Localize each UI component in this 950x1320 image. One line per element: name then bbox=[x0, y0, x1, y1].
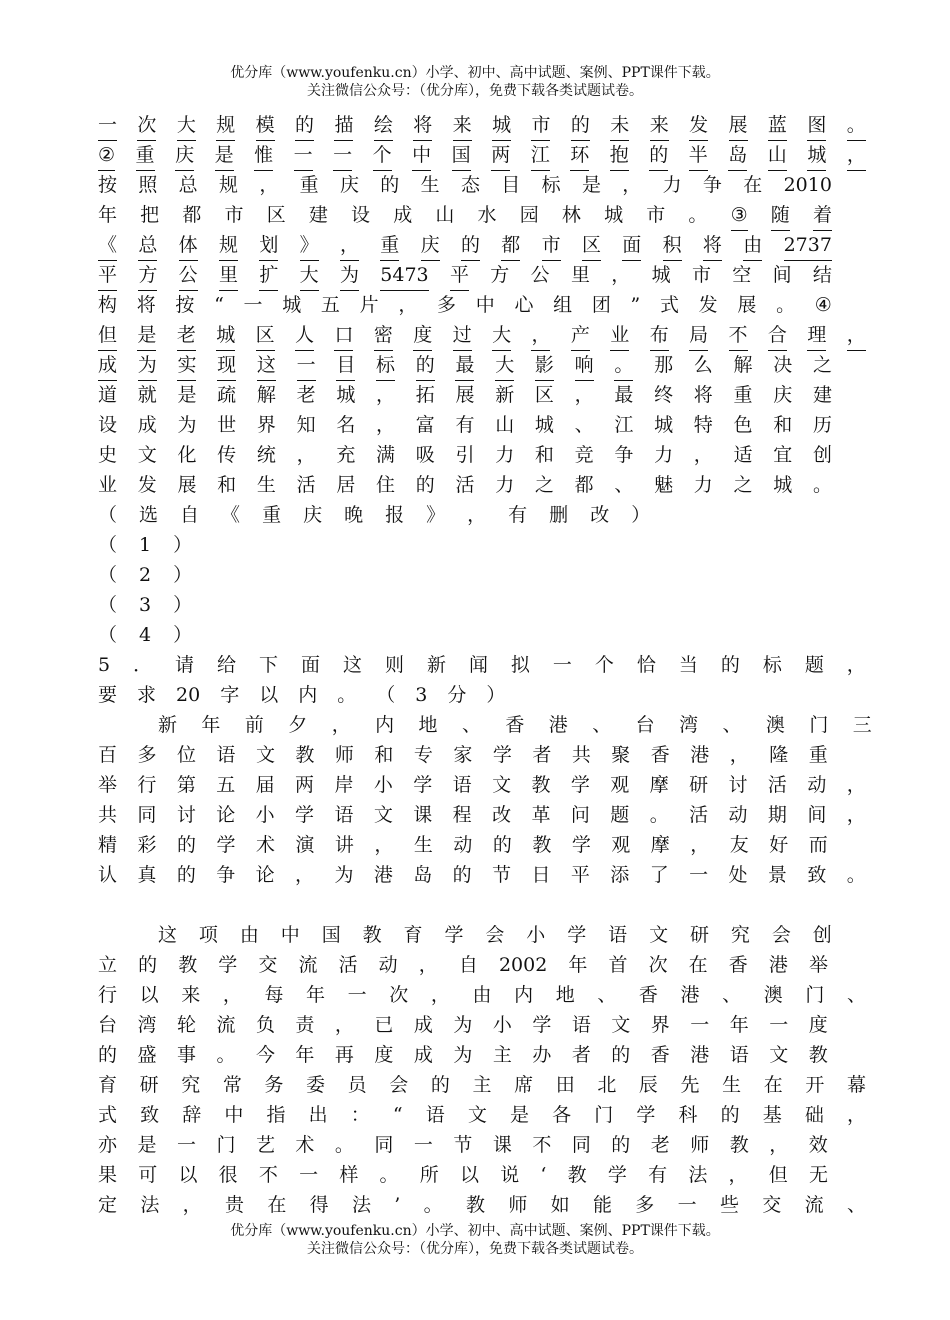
footer-line-2: 关注微信公众号：（优分库），免费下载各类试题试卷。 bbox=[307, 1241, 643, 1257]
news-line: 的 盛 事 。 今 年 再 度 成 为 主 办 者 的 香 港 语 文 教 bbox=[98, 1044, 828, 1066]
news-line: 式 致 辞 中 指 出 ： “ 语 文 是 各 门 学 科 的 基 础 ， bbox=[98, 1104, 866, 1126]
question-5-line-2: 要 求 20 字 以 内 。 （ 3 分 ） bbox=[98, 684, 506, 706]
document-body bbox=[98, 110, 872, 1220]
passage-line: 成 为 实 现 这 一 目 标 的 最 大 影 响 。 那 么 解 决 之 bbox=[98, 350, 832, 380]
news-line: 果 可 以 很 不 一 样 。 所 以 说 ‘ 教 学 有 法 ， 但 无 bbox=[98, 1164, 828, 1186]
news-line: 这 项 由 中 国 教 育 学 会 小 学 语 文 研 究 会 创 bbox=[158, 924, 832, 946]
passage-line: 年 把 都 市 区 建 设 成 山 水 园 林 城 市 。 ③ 随 着 bbox=[98, 200, 832, 230]
passage-line: 但 是 老 城 区 人 口 密 度 过 大 ， 产 业 布 局 不 合 理 ， bbox=[98, 320, 866, 350]
news-line: 育 研 究 常 务 委 员 会 的 主 席 田 北 辰 先 生 在 开 幕 bbox=[98, 1074, 866, 1096]
news-line: 立 的 教 学 交 流 活 动 ， 自 2002 年 首 次 在 香 港 举 bbox=[98, 954, 828, 976]
passage-line: 业 发 展 和 生 活 居 住 的 活 力 之 都 、 魅 力 之 城 。 bbox=[98, 474, 832, 496]
answer-slot: （ 2 ） bbox=[98, 564, 193, 586]
news-line: 精 彩 的 学 术 演 讲 ， 生 动 的 教 学 观 摩 ， 友 好 而 bbox=[98, 834, 828, 856]
news-line: 举 行 第 五 届 两 岸 小 学 语 文 教 学 观 摩 研 讨 活 动 ， bbox=[98, 774, 866, 796]
paragraph-gap bbox=[98, 890, 866, 920]
news-line: 定 法 ， 贵 在 得 法 ’ 。 教 师 如 能 多 一 些 交 流 、 bbox=[98, 1194, 866, 1216]
news-line: 共 同 讨 论 小 学 语 文 课 程 改 革 问 题 。 活 动 期 间 ， bbox=[98, 804, 866, 826]
page-footer bbox=[0, 1222, 950, 1258]
passage-line: ② 重 庆 是 惟 一 一 个 中 国 两 江 环 抱 的 半 岛 山 城 ， bbox=[98, 140, 866, 170]
answer-slot: （ 4 ） bbox=[98, 624, 193, 646]
page-header bbox=[0, 64, 950, 100]
news-line: 台 湾 轮 流 负 责 ， 已 成 为 小 学 语 文 界 一 年 一 度 bbox=[98, 1014, 828, 1036]
passage-line: 构 将 按 “ 一 城 五 片 ， 多 中 心 组 团 ” 式 发 展 。 ④ bbox=[98, 294, 832, 316]
news-paragraph-1 bbox=[98, 710, 872, 890]
footer-line-1: 优分库（www.youfenku.cn）小学、初中、高中试题、案例、PPT课件下载。 bbox=[230, 1223, 720, 1239]
news-paragraph-2 bbox=[98, 920, 866, 1220]
news-line: 行 以 来 ， 每 年 一 次 ， 由 内 地 、 香 港 、 澳 门 、 bbox=[98, 984, 866, 1006]
passage-line: 按 照 总 规 ， 重 庆 的 生 态 目 标 是 ， 力 争 在 2010 bbox=[98, 174, 832, 196]
answer-slots bbox=[98, 530, 866, 650]
passage-line: 平 方 公 里 扩 大 为 5473 平 方 公 里 ， 城 市 空 间 结 bbox=[98, 260, 832, 290]
news-line: 百 多 位 语 文 教 师 和 专 家 学 者 共 聚 香 港 ， 隆 重 bbox=[98, 744, 828, 766]
passage-line: 道 就 是 疏 解 老 城 ， 拓 展 新 区 ， 最 终 将 重 庆 建 bbox=[98, 384, 832, 406]
answer-slot: （ 1 ） bbox=[98, 534, 193, 556]
source-note: （ 选 自 《 重 庆 晚 报 》 ， 有 删 改 ） bbox=[98, 504, 651, 526]
answer-slot: （ 3 ） bbox=[98, 594, 193, 616]
header-line-1: 优分库（www.youfenku.cn）小学、初中、高中试题、案例、PPT课件下载。 bbox=[230, 65, 720, 81]
news-line: 新 年 前 夕 ， 内 地 、 香 港 、 台 湾 、 澳 门 三 bbox=[158, 714, 872, 736]
passage-line: 设 成 为 世 界 知 名 ， 富 有 山 城 、 江 城 特 色 和 历 bbox=[98, 414, 832, 436]
question-5-line-1: 5 ． 请 给 下 面 这 则 新 闻 拟 一 个 恰 当 的 标 题 ， bbox=[98, 654, 866, 676]
passage bbox=[98, 110, 866, 500]
passage-line: 《 总 体 规 划 》 ， 重 庆 的 都 市 区 面 积 将 由 2737 bbox=[98, 230, 832, 260]
news-line: 认 真 的 争 论 ， 为 港 岛 的 节 日 平 添 了 一 处 景 致 。 bbox=[98, 864, 866, 886]
news-line: 亦 是 一 门 艺 术 。 同 一 节 课 不 同 的 老 师 教 ， 效 bbox=[98, 1134, 828, 1156]
passage-line: 一 次 大 规 模 的 描 绘 将 来 城 市 的 未 来 发 展 蓝 图 。 bbox=[98, 110, 866, 140]
header-line-2: 关注微信公众号：（优分库），免费下载各类试题试卷。 bbox=[307, 83, 643, 99]
passage-line: 史 文 化 传 统 ， 充 满 吸 引 力 和 竞 争 力 ， 适 宜 创 bbox=[98, 444, 832, 466]
